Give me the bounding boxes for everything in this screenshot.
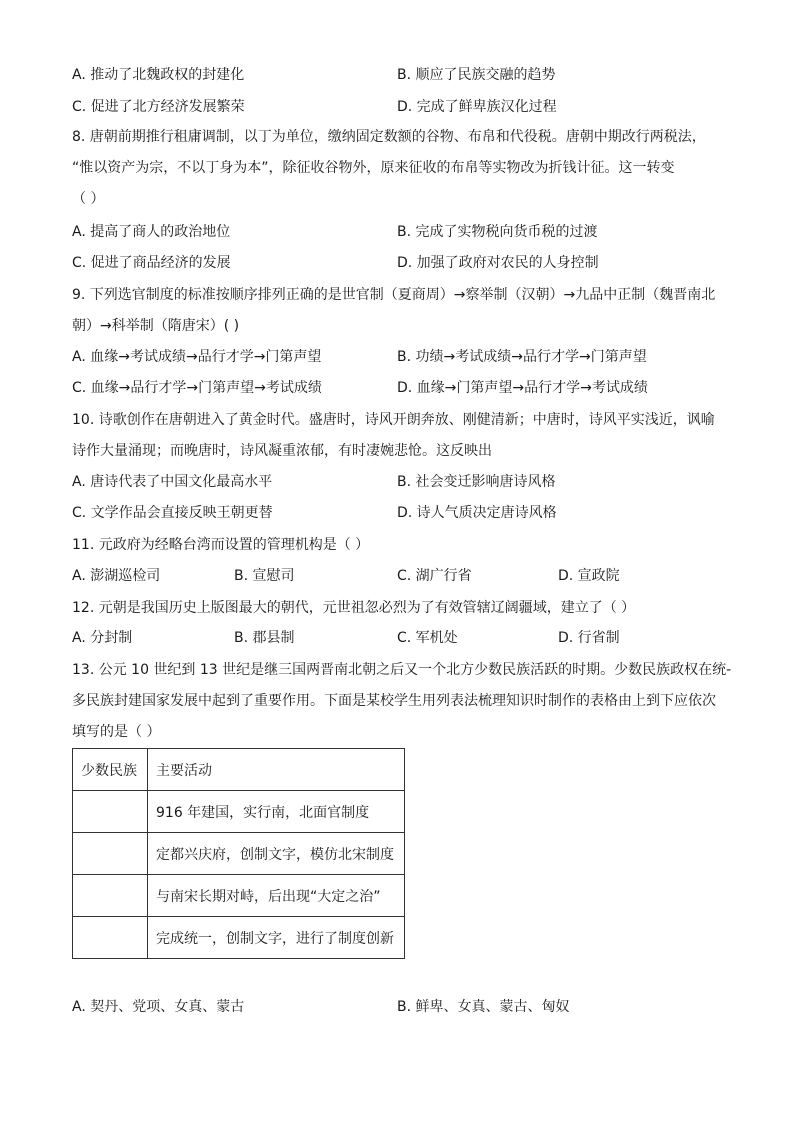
q8-option-a[interactable]: A. 提高了商人的政治地位 bbox=[72, 224, 231, 240]
q10-option-b[interactable]: B. 社会变迁影响唐诗风格 bbox=[397, 474, 556, 490]
table-row bbox=[73, 917, 405, 959]
table-row bbox=[73, 833, 405, 875]
q10-line-2: 诗作大量涌现；而晚唐时，诗风凝重浓郁，有时凄婉悲怆。这反映出 bbox=[72, 443, 492, 459]
q8-options-row-2 bbox=[72, 252, 732, 274]
table-row bbox=[73, 791, 405, 833]
q10-line-1: 10. 诗歌创作在唐朝进入了黄金时代。盛唐时，诗风开朗奔放、刚健清新；中唐时，诗风平实浅近，讽喻 bbox=[72, 412, 715, 428]
q9-option-b[interactable]: B. 功绩→考试成绩→品行才学→门第声望 bbox=[397, 349, 647, 365]
q10-option-a[interactable]: A. 唐诗代表了中国文化最高水平 bbox=[72, 474, 273, 490]
q9-options-row-1 bbox=[72, 346, 732, 368]
q11-option-a[interactable]: A. 澎湖巡检司 bbox=[72, 568, 161, 584]
q12-stem bbox=[72, 593, 732, 624]
q13-line-3: 填写的是（ ） bbox=[72, 724, 161, 740]
q10-option-d[interactable]: D. 诗人气质决定唐诗风格 bbox=[397, 505, 557, 521]
q11-option-b[interactable]: B. 宣慰司 bbox=[234, 568, 295, 584]
q13-line-1: 13. 公元 10 世纪到 13 世纪是继三国两晋南北朝之后又一个北方少数民族活跃的时期。少数民族政权在统- bbox=[72, 662, 732, 678]
q7-option-b[interactable]: B. 顺应了民族交融的趋势 bbox=[397, 67, 556, 83]
q7-option-c[interactable]: C. 促进了北方经济发展繁荣 bbox=[72, 99, 245, 115]
q9-line-1: 9. 下列选官制度的标准按顺序排列正确的是世官制（夏商周）→察举制（汉朝）→九品中正制（魏晋南北 bbox=[72, 287, 716, 303]
table-cell-blank bbox=[73, 833, 148, 875]
q12-option-a[interactable]: A. 分封制 bbox=[72, 630, 133, 646]
q8-line-1: 8. 唐朝前期推行租庸调制，以丁为单位，缴纳固定数额的谷物、布帛和代役税。唐朝中期改行两税法， bbox=[72, 129, 706, 145]
q12-option-b[interactable]: B. 郡县制 bbox=[234, 630, 295, 646]
q12-options-row bbox=[72, 627, 732, 649]
q9-line-2: 朝）→科举制（隋唐宋）( ) bbox=[72, 318, 240, 334]
q12-option-c[interactable]: C. 军机处 bbox=[397, 630, 458, 646]
q7-options-row-1 bbox=[72, 64, 732, 86]
q8-line-3: （ ） bbox=[72, 191, 105, 207]
q12-line-1: 12. 元朝是我国历史上版图最大的朝代，元世祖忽必烈为了有效管辖辽阔疆域，建立了（ ） bbox=[72, 600, 636, 616]
q11-options-row bbox=[72, 565, 732, 587]
table-cell-blank bbox=[73, 791, 148, 833]
q9-options-row-2 bbox=[72, 377, 732, 399]
table-cell-activity: 定都兴庆府，创制文字，模仿北宋制度 bbox=[148, 833, 405, 875]
q7-option-d[interactable]: D. 完成了鲜卑族汉化过程 bbox=[397, 99, 557, 115]
q8-stem bbox=[72, 122, 732, 215]
q10-option-c[interactable]: C. 文学作品会直接反映王朝更替 bbox=[72, 505, 273, 521]
q13-line-2: 多民族封建国家发展中起到了重要作用。下面是某校学生用列表法梳理知识时制作的表格由上到下应依次 bbox=[72, 693, 716, 709]
q13-option-a[interactable]: A. 契丹、党项、女真、蒙古 bbox=[72, 999, 245, 1015]
q9-option-c[interactable]: C. 血缘→品行才学→门第声望→考试成绩 bbox=[72, 380, 322, 396]
table-cell-blank bbox=[73, 875, 148, 917]
q8-option-d[interactable]: D. 加强了政府对农民的人身控制 bbox=[397, 255, 599, 271]
q11-option-c[interactable]: C. 湖广行省 bbox=[397, 568, 472, 584]
q8-option-c[interactable]: C. 促进了商品经济的发展 bbox=[72, 255, 231, 271]
table-cell-blank bbox=[73, 917, 148, 959]
table-header-main-activities: 主要活动 bbox=[148, 749, 405, 791]
q13-stem bbox=[72, 655, 732, 748]
q10-stem bbox=[72, 405, 732, 467]
q7-options-row-2 bbox=[72, 96, 732, 118]
q10-options-row-2 bbox=[72, 502, 732, 524]
table-header-ethnic-group: 少数民族 bbox=[73, 749, 148, 791]
q13-knowledge-table bbox=[72, 748, 405, 959]
q9-stem bbox=[72, 280, 732, 342]
q9-option-d[interactable]: D. 血缘→门第声望→品行才学→考试成绩 bbox=[397, 380, 648, 396]
q8-line-2: “惟以资产为宗，不以丁身为本”，除征收谷物外，原来征收的布帛等实物改为折钱计征。这一转变 bbox=[72, 160, 675, 176]
q10-options-row-1 bbox=[72, 471, 732, 493]
q11-stem bbox=[72, 530, 732, 561]
q13-option-b[interactable]: B. 鲜卑、女真、蒙古、匈奴 bbox=[397, 999, 570, 1015]
q11-option-d[interactable]: D. 宣政院 bbox=[558, 568, 620, 584]
table-cell-activity: 916 年建国，实行南，北面官制度 bbox=[148, 791, 405, 833]
table-cell-activity: 完成统一，创制文字，进行了制度创新 bbox=[148, 917, 405, 959]
table-header-row bbox=[73, 749, 405, 791]
table-row bbox=[73, 875, 405, 917]
q11-line-1: 11. 元政府为经略台湾而设置的管理机构是（ ） bbox=[72, 537, 370, 553]
q8-option-b[interactable]: B. 完成了实物税向货币税的过渡 bbox=[397, 224, 598, 240]
q13-options-row bbox=[72, 996, 732, 1018]
q12-option-d[interactable]: D. 行省制 bbox=[558, 630, 620, 646]
table-cell-activity: 与南宋长期对峙，后出现“大定之治” bbox=[148, 875, 405, 917]
q7-option-a[interactable]: A. 推动了北魏政权的封建化 bbox=[72, 67, 245, 83]
q8-options-row-1 bbox=[72, 221, 732, 243]
q9-option-a[interactable]: A. 血缘→考试成绩→品行才学→门第声望 bbox=[72, 349, 322, 365]
